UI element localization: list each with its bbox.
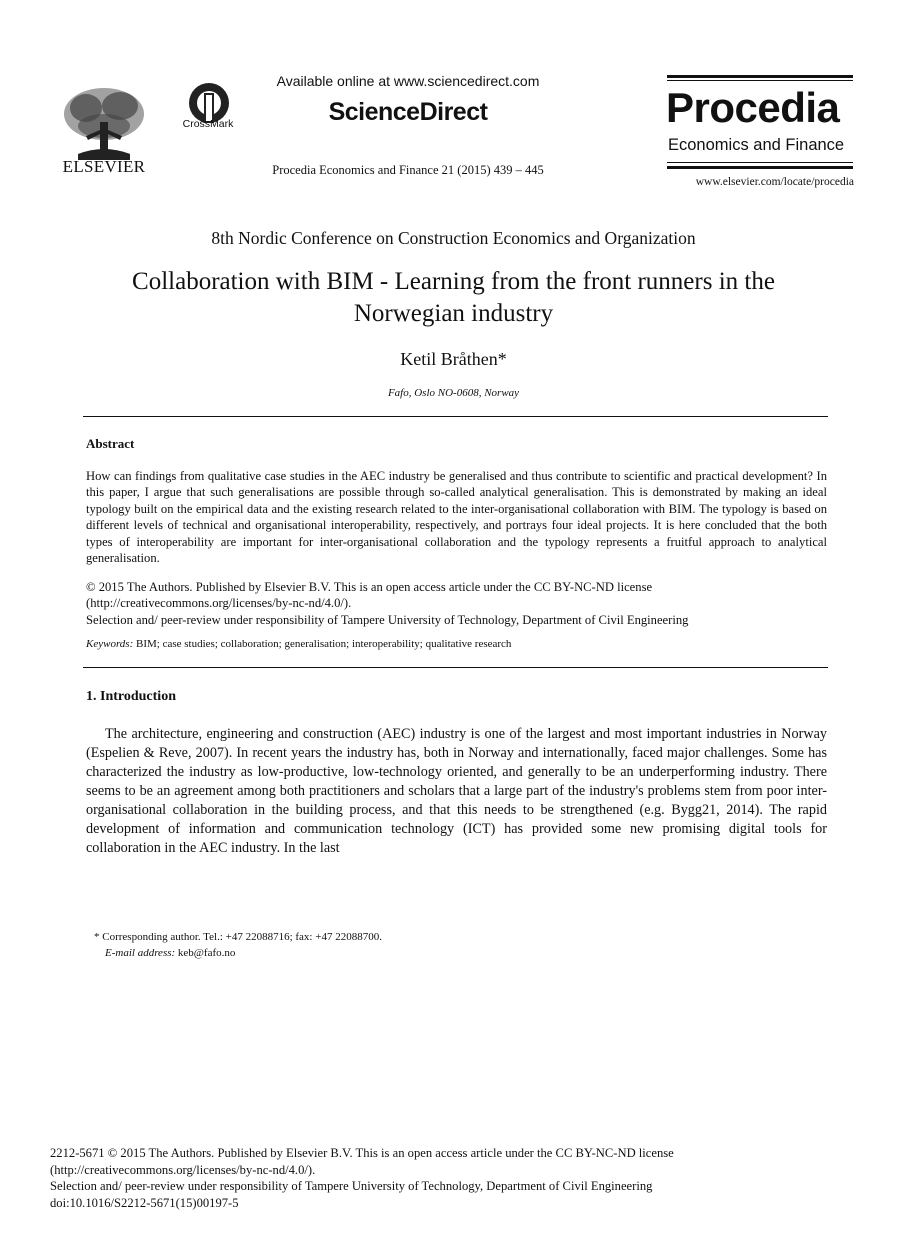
crossmark-label: CrossMark bbox=[182, 118, 234, 130]
bottom-link[interactable]: (http://creativecommons.org/licenses/by-nc-nd/4.0/). bbox=[50, 1162, 316, 1177]
author-name: Ketil Bråthen* bbox=[400, 349, 507, 369]
footnote bbox=[94, 929, 794, 961]
divider-bottom bbox=[83, 667, 828, 668]
license-link[interactable]: (http://creativecommons.org/licenses/by-nc-nd/4.0/). bbox=[86, 596, 352, 611]
abstract-license bbox=[86, 579, 827, 628]
procedia-subtitle: Economics and Finance bbox=[668, 136, 845, 154]
divider-top bbox=[83, 416, 828, 417]
license-line-3: Selection and/ peer-review under responsibility of Tampere University of Technology, Department of Civil Engineering bbox=[86, 612, 689, 627]
conference-name: 8th Nordic Conference on Construction Economics and Organization bbox=[211, 228, 696, 248]
license-line-1: © 2015 The Authors. Published by Elsevier B.V. This is an open access article under the CC BY-NC-ND license bbox=[86, 580, 653, 594]
journal-reference: Procedia Economics and Finance 21 (2015) 439 – 445 bbox=[272, 163, 544, 177]
procedia-rule-top-2 bbox=[667, 80, 853, 81]
procedia-title: Procedia bbox=[666, 84, 840, 131]
keywords bbox=[86, 638, 827, 650]
corresponding-author: * Corresponding author. Tel.: +47 22088716; fax: +47 22088700. bbox=[94, 931, 382, 943]
introduction-heading: 1. Introduction bbox=[86, 689, 176, 704]
elsevier-wordmark: ELSEVIER bbox=[62, 157, 146, 176]
procedia-rule-bottom-2 bbox=[667, 166, 853, 169]
email-label: E-mail address: bbox=[105, 947, 176, 959]
bottom-line-3: Selection and/ peer-review under responsibility of Tampere University of Technology, Department of Civil Engineering bbox=[50, 1179, 653, 1194]
procedia-rule-bottom-1 bbox=[667, 162, 853, 163]
introduction-body: The architecture, engineering and construction (AEC) industry is one of the largest and most important industries in Norway (Espelien & Reve, 2007). In recent years the industry has, both in Norway and internationally, faced major challenges. Some has characterized the industry as low-productive, low-technology oriented, and generally to be an underperforming industry. There seems to be an agreement among both practitioners and scholars that a large part of the industry's problems stem from poor inter-organisational collaboration in the building process, and that this needs to be strengthened (e.g. Bygg21, 2014). The rapid development of information and communication technology (ICT) has provided some new promising digital tools for collaboration in the AEC industry. In the last bbox=[86, 726, 827, 856]
procedia-url[interactable]: www.elsevier.com/locate/procedia bbox=[695, 176, 854, 188]
email-line bbox=[94, 945, 794, 961]
abstract-body: How can findings from qualitative case studies in the AEC industry be generalised and thus contribute to scientific and practical development? In this paper, I argue that such generalisations are possible through so-called analytical generalisation. This is demonstrated by making an ideal typology built on the empirical data and the existing research related to the inter-organisational collaboration with BIM. The typology is based on different levels of technical and organisational interoperability, respectively, and portrays four ideal projects. It is here concluded that the both types of interoperability are important for inter-organisational collaboration and the typology represents a fruitful approach to analytical generalisation. bbox=[86, 469, 827, 566]
bottom-line-1: 2212-5671 © 2015 The Authors. Published by Elsevier B.V. This is an open access article under the CC BY-NC-ND license bbox=[50, 1146, 674, 1160]
email-address[interactable]: keb@fafo.no bbox=[177, 947, 236, 959]
doi[interactable]: doi:10.1016/S2212-5671(15)00197-5 bbox=[50, 1195, 239, 1210]
paper-title: Collaboration with BIM - Learning from the front runners in the Norwegian industry bbox=[132, 268, 775, 327]
author-affiliation: Fafo, Oslo NO-0608, Norway bbox=[387, 387, 520, 399]
keywords-label: Keywords: bbox=[86, 638, 134, 650]
bottom-license bbox=[50, 1145, 850, 1211]
procedia-rule-top-1 bbox=[667, 75, 853, 78]
sciencedirect-wordmark[interactable]: ScienceDirect bbox=[328, 98, 488, 126]
abstract-heading: Abstract bbox=[86, 436, 135, 451]
keywords-list: BIM; case studies; collaboration; generalisation; interoperability; qualitative research bbox=[136, 638, 512, 650]
available-online-text: Available online at www.sciencedirect.com bbox=[276, 73, 540, 89]
